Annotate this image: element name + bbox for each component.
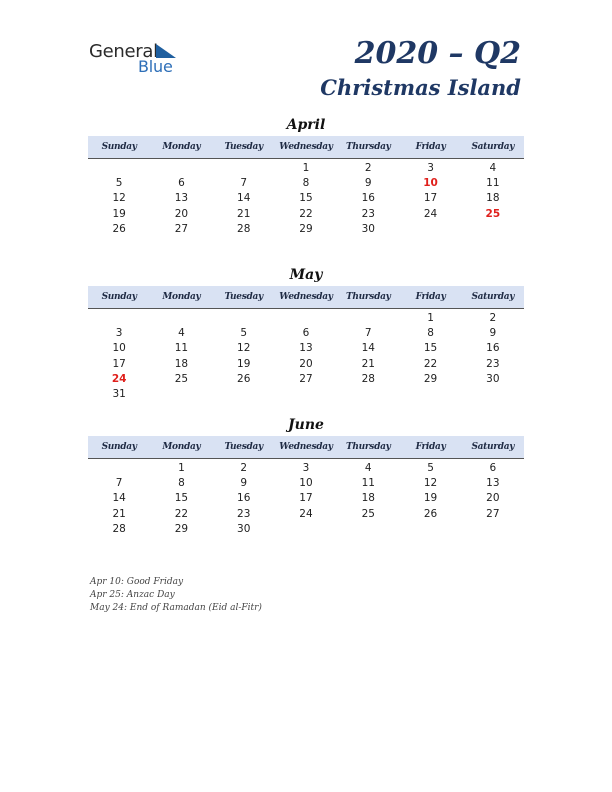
weekday-label: Monday bbox=[162, 292, 201, 302]
day-cell: 1 bbox=[178, 462, 185, 474]
day-cell: 11 bbox=[486, 177, 500, 190]
day-cell: 28 bbox=[112, 522, 126, 535]
day-cell: 19 bbox=[237, 357, 251, 370]
week-row bbox=[88, 222, 524, 237]
month-name: May bbox=[289, 267, 323, 283]
day-cell: 21 bbox=[361, 357, 375, 370]
weekday-label: Wednesday bbox=[279, 442, 333, 452]
empty-day-cell bbox=[150, 311, 212, 326]
day-cell: 27 bbox=[299, 372, 313, 385]
empty-day-cell bbox=[88, 461, 150, 476]
day-cell: 26 bbox=[423, 507, 438, 520]
weekday-label: Friday bbox=[415, 442, 446, 452]
weekday-label: Monday bbox=[162, 442, 201, 452]
week-row bbox=[88, 387, 524, 402]
day-cell: 25 bbox=[361, 507, 375, 520]
day-cell: 10 bbox=[299, 477, 313, 490]
calendar-grid bbox=[88, 159, 524, 237]
weekday-label: Tuesday bbox=[224, 292, 263, 302]
empty-day-cell bbox=[275, 387, 337, 402]
day-cell: 8 bbox=[178, 477, 185, 490]
day-cell: 14 bbox=[112, 492, 126, 505]
empty-day-cell bbox=[88, 161, 150, 176]
day-cell: 23 bbox=[361, 207, 375, 220]
day-cell: 15 bbox=[423, 342, 438, 355]
day-cell: 30 bbox=[486, 372, 500, 385]
day-cell: 29 bbox=[299, 222, 313, 235]
day-cell: 21 bbox=[112, 507, 126, 520]
page-subtitle: Christmas Island bbox=[320, 75, 521, 100]
weekday-label: Saturday bbox=[471, 442, 515, 452]
weekday-label: Wednesday bbox=[279, 142, 333, 152]
day-cell: 6 bbox=[302, 327, 310, 340]
day-cell: 20 bbox=[486, 492, 500, 505]
day-cell: 12 bbox=[423, 477, 438, 490]
week-row bbox=[88, 522, 524, 537]
day-cell: 17 bbox=[112, 357, 126, 370]
weekday-label: Thursday bbox=[345, 442, 391, 452]
logo-blue-text: Blue bbox=[138, 57, 173, 76]
day-cell: 2 bbox=[364, 162, 372, 174]
day-cell: 26 bbox=[112, 222, 126, 235]
day-cell: 7 bbox=[115, 477, 123, 490]
holiday-notes bbox=[90, 576, 262, 615]
week-row bbox=[88, 326, 524, 341]
logo bbox=[89, 40, 199, 76]
week-row bbox=[88, 311, 524, 326]
day-cell: 3 bbox=[427, 162, 434, 174]
day-cell: 13 bbox=[299, 342, 313, 355]
month-name: June bbox=[288, 417, 324, 433]
day-cell: 5 bbox=[115, 177, 123, 190]
day-cell: 25 bbox=[174, 372, 189, 385]
day-cell: 16 bbox=[237, 492, 251, 505]
empty-day-cell bbox=[462, 387, 524, 402]
weekday-label: Saturday bbox=[471, 142, 515, 152]
day-cell: 7 bbox=[364, 327, 372, 340]
week-row bbox=[88, 476, 524, 491]
empty-day-cell bbox=[213, 311, 275, 326]
day-cell: 22 bbox=[174, 507, 189, 520]
day-cell: 30 bbox=[361, 222, 375, 235]
day-cell: 15 bbox=[299, 192, 313, 205]
empty-day-cell bbox=[213, 161, 275, 176]
day-cell: 12 bbox=[112, 192, 126, 205]
day-cell: 24 bbox=[111, 372, 127, 385]
week-row bbox=[88, 176, 524, 191]
weekday-label: Monday bbox=[162, 142, 201, 152]
day-cell: 23 bbox=[237, 507, 251, 520]
empty-day-cell bbox=[399, 222, 461, 237]
day-cell: 5 bbox=[240, 327, 248, 340]
day-cell: 7 bbox=[240, 177, 248, 190]
holiday-note: May 24: End of Ramadan (Eid al-Fitr) bbox=[90, 603, 262, 613]
day-cell: 4 bbox=[489, 162, 497, 174]
calendar-grid bbox=[88, 309, 524, 402]
day-cell: 8 bbox=[427, 327, 434, 340]
day-cell: 19 bbox=[112, 207, 126, 220]
weekday-label: Wednesday bbox=[279, 292, 333, 302]
day-cell: 18 bbox=[174, 357, 189, 370]
empty-day-cell bbox=[275, 522, 337, 537]
day-cell: 2 bbox=[240, 462, 248, 474]
day-cell: 24 bbox=[423, 207, 438, 220]
day-cell: 11 bbox=[174, 342, 189, 355]
day-cell: 28 bbox=[361, 372, 375, 385]
day-cell: 9 bbox=[240, 477, 248, 490]
empty-day-cell bbox=[150, 387, 212, 402]
day-cell: 9 bbox=[364, 177, 372, 190]
weekday-label: Tuesday bbox=[224, 442, 263, 452]
day-cell: 20 bbox=[299, 357, 313, 370]
calendar-grid bbox=[88, 459, 524, 537]
day-cell: 11 bbox=[361, 477, 375, 490]
logo-general-text: General bbox=[89, 41, 158, 62]
day-cell: 19 bbox=[423, 492, 438, 505]
day-cell: 17 bbox=[299, 492, 313, 505]
day-cell: 18 bbox=[361, 492, 375, 505]
day-cell: 17 bbox=[423, 192, 438, 205]
week-row bbox=[88, 372, 524, 387]
day-cell: 27 bbox=[174, 222, 189, 235]
holiday-note: Apr 10: Good Friday bbox=[90, 577, 184, 587]
day-cell: 12 bbox=[237, 342, 251, 355]
week-row bbox=[88, 357, 524, 372]
empty-day-cell bbox=[337, 522, 399, 537]
week-row bbox=[88, 341, 524, 356]
empty-day-cell bbox=[150, 161, 212, 176]
weekday-label: Friday bbox=[415, 292, 446, 302]
day-cell: 13 bbox=[174, 192, 189, 205]
day-cell: 1 bbox=[427, 312, 434, 324]
day-cell: 29 bbox=[423, 372, 438, 385]
weekday-header bbox=[88, 136, 524, 159]
day-cell: 23 bbox=[486, 357, 500, 370]
day-cell: 21 bbox=[237, 207, 251, 220]
day-cell: 13 bbox=[486, 477, 500, 490]
day-cell: 31 bbox=[112, 387, 126, 400]
weekday-label: Tuesday bbox=[224, 142, 263, 152]
month-april bbox=[88, 116, 524, 237]
day-cell: 26 bbox=[237, 372, 251, 385]
day-cell: 18 bbox=[486, 192, 500, 205]
week-row bbox=[88, 491, 524, 506]
day-cell: 10 bbox=[423, 177, 438, 190]
weekday-label: Thursday bbox=[345, 292, 391, 302]
week-row bbox=[88, 161, 524, 176]
day-cell: 8 bbox=[302, 177, 310, 190]
empty-day-cell bbox=[462, 222, 524, 237]
week-row bbox=[88, 207, 524, 222]
week-row bbox=[88, 507, 524, 522]
month-june bbox=[88, 416, 524, 537]
day-cell: 24 bbox=[299, 507, 313, 520]
day-cell: 15 bbox=[174, 492, 189, 505]
page-title: 2020 – Q2 bbox=[354, 36, 521, 71]
weekday-label: Sunday bbox=[101, 442, 137, 452]
empty-day-cell bbox=[275, 311, 337, 326]
weekday-label: Saturday bbox=[471, 292, 515, 302]
day-cell: 14 bbox=[237, 192, 251, 205]
day-cell: 16 bbox=[486, 342, 500, 355]
holiday-note: Apr 25: Anzac Day bbox=[90, 590, 175, 600]
day-cell: 9 bbox=[489, 327, 497, 340]
day-cell: 10 bbox=[112, 342, 126, 355]
weekday-label: Sunday bbox=[101, 142, 137, 152]
month-may bbox=[88, 266, 524, 402]
empty-day-cell bbox=[399, 522, 461, 537]
day-cell: 2 bbox=[489, 312, 497, 324]
day-cell: 4 bbox=[364, 462, 372, 474]
day-cell: 1 bbox=[302, 162, 310, 174]
day-cell: 22 bbox=[423, 357, 438, 370]
empty-day-cell bbox=[213, 387, 275, 402]
day-cell: 4 bbox=[178, 327, 185, 340]
weekday-header bbox=[88, 286, 524, 309]
day-cell: 28 bbox=[237, 222, 251, 235]
day-cell: 16 bbox=[361, 192, 375, 205]
day-cell: 3 bbox=[115, 327, 123, 340]
empty-day-cell bbox=[462, 522, 524, 537]
day-cell: 5 bbox=[427, 462, 434, 474]
day-cell: 6 bbox=[178, 177, 185, 190]
empty-day-cell bbox=[337, 387, 399, 402]
day-cell: 25 bbox=[485, 207, 501, 220]
weekday-label: Sunday bbox=[101, 292, 137, 302]
weekday-header bbox=[88, 436, 524, 459]
day-cell: 27 bbox=[486, 507, 500, 520]
weekday-label: Thursday bbox=[345, 142, 391, 152]
logo-triangle-icon bbox=[156, 44, 176, 58]
week-row bbox=[88, 461, 524, 476]
week-row bbox=[88, 191, 524, 206]
empty-day-cell bbox=[337, 311, 399, 326]
day-cell: 30 bbox=[237, 522, 251, 535]
day-cell: 3 bbox=[302, 462, 310, 474]
day-cell: 14 bbox=[361, 342, 375, 355]
day-cell: 6 bbox=[489, 462, 497, 474]
month-name: April bbox=[286, 117, 326, 133]
day-cell: 22 bbox=[299, 207, 313, 220]
empty-day-cell bbox=[399, 387, 461, 402]
day-cell: 20 bbox=[174, 207, 189, 220]
empty-day-cell bbox=[88, 311, 150, 326]
weekday-label: Friday bbox=[415, 142, 446, 152]
day-cell: 29 bbox=[174, 522, 189, 535]
